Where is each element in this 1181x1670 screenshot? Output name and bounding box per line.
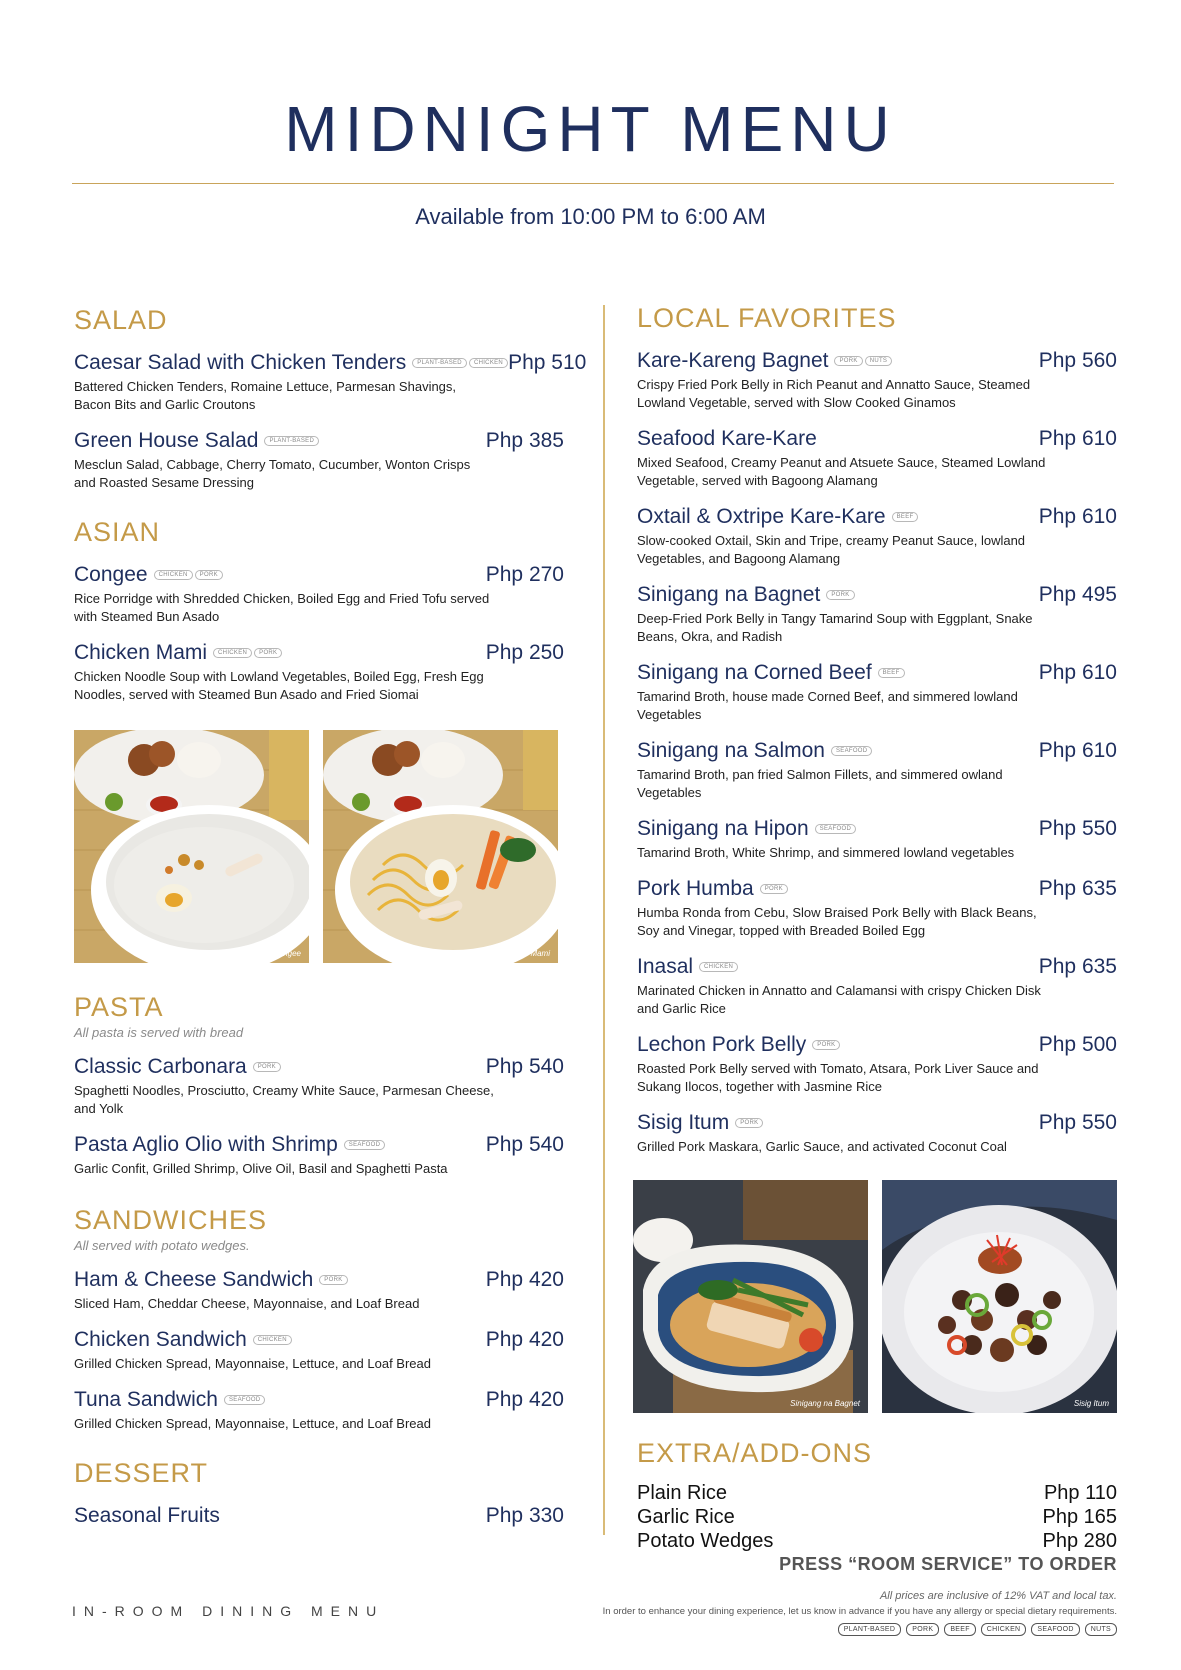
menu-item-name: Sinigang na Salmon (637, 739, 825, 762)
dietary-tags (213, 648, 282, 658)
menu-item-price: Php 495 (1038, 583, 1117, 606)
allergy-note: In order to enhance your dining experience, let us know in advance if you have any allergy or special dietary requirements. (602, 1606, 1117, 1617)
sinigang-illustration (633, 1180, 868, 1413)
menu-item-price: Php 610 (1038, 505, 1117, 528)
menu-item-title (74, 640, 282, 665)
dietary-tags (253, 1062, 281, 1072)
menu-item (637, 1032, 1117, 1096)
menu-item-description: Tamarind Broth, pan fried Salmon Fillets, and simmered owland Vegetables (637, 767, 1003, 800)
dietary-tags (264, 436, 319, 446)
menu-item-price: Php 270 (485, 563, 564, 586)
menu-item-price: Php 540 (485, 1055, 564, 1078)
menu-item-header (637, 504, 1117, 529)
menu-item-name: Green House Salad (74, 429, 259, 452)
menu-item-description: Roasted Pork Belly served with Tomato, Atsara, Pork Liver Sauce and Sukang Ilocos, together with Jasmine Rice (637, 1061, 1039, 1094)
menu-item-header (637, 876, 1117, 901)
chicken-mami-illustration (323, 730, 558, 963)
plant-based-icon: PLANT-BASED (412, 358, 467, 368)
asian-photos (74, 730, 564, 963)
menu-item-title (74, 1503, 220, 1528)
menu-item-price: Php 250 (485, 641, 564, 664)
legend-beef-icon: BEEF (944, 1623, 975, 1636)
legend-chicken-icon: CHICKEN (981, 1623, 1027, 1636)
menu-item (637, 876, 1117, 940)
section-asian (74, 516, 564, 963)
item-list (74, 1503, 564, 1528)
seafood-icon: SEAFOOD (831, 746, 872, 756)
section-extras (637, 1437, 1117, 1553)
sisig-illustration (882, 1180, 1117, 1413)
section-title: SALAD (74, 305, 168, 335)
menu-item-description: Grilled Pork Maskara, Garlic Sauce, and activated Coconut Coal (637, 1139, 1007, 1154)
section-note: All pasta is served with bread (74, 1025, 244, 1040)
dietary-tags (892, 512, 919, 522)
menu-item-header (637, 738, 1117, 763)
menu-item-title (74, 1387, 265, 1412)
menu-item-price: Php 550 (1038, 1111, 1117, 1134)
pork-icon: PORK (253, 1062, 281, 1072)
addon-row (637, 1529, 1117, 1553)
menu-item-price: Php 540 (485, 1133, 564, 1156)
menu-item-name: Sinigang na Bagnet (637, 583, 821, 606)
menu-item (637, 816, 1117, 862)
addon-list (637, 1481, 1117, 1553)
menu-item-title (74, 1054, 281, 1079)
menu-item (74, 1327, 564, 1373)
menu-item-title (74, 1132, 385, 1157)
menu-item-name: Kare-Kareng Bagnet (637, 349, 829, 372)
dietary-tags (412, 358, 508, 368)
menu-item-name: Inasal (637, 955, 694, 978)
dietary-tags (812, 1040, 840, 1050)
dietary-tags (699, 962, 738, 972)
menu-item-name: Caesar Salad with Chicken Tenders (74, 351, 407, 374)
menu-item-name: Tuna Sandwich (74, 1388, 218, 1411)
menu-item-header (637, 816, 1117, 841)
chicken-icon: CHICKEN (154, 570, 193, 580)
menu-item-title (637, 660, 905, 685)
menu-item-name: Congee (74, 563, 148, 586)
legend-seafood-icon: SEAFOOD (1031, 1623, 1079, 1636)
menu-item (637, 582, 1117, 646)
section-salad (74, 304, 587, 492)
menu-item-title (637, 876, 788, 901)
dietary-legend (838, 1623, 1117, 1636)
menu-item (637, 1110, 1117, 1156)
menu-item-title (74, 562, 223, 587)
photo-caption: Chicken Mami (499, 949, 550, 958)
availability-subtitle: Available from 10:00 PM to 6:00 AM (415, 204, 766, 229)
dietary-tags (154, 570, 223, 580)
local-photos (633, 1180, 1117, 1413)
chicken-icon: CHICKEN (699, 962, 738, 972)
menu-item (637, 954, 1117, 1018)
addon-name: Plain Rice (637, 1482, 728, 1504)
menu-item (74, 428, 564, 492)
menu-item-price: Php 610 (1038, 739, 1117, 762)
menu-item-price: Php 420 (485, 1268, 564, 1291)
menu-item-name: Pasta Aglio Olio with Shrimp (74, 1133, 338, 1156)
menu-item-header (74, 562, 564, 587)
menu-item-header (637, 426, 1117, 451)
legend-plant-based-icon: PLANT-BASED (838, 1623, 902, 1636)
menu-item-title (74, 1267, 348, 1292)
menu-item-header (74, 350, 587, 375)
menu-item-header (74, 640, 564, 665)
section-title: PASTA (74, 992, 164, 1022)
seafood-icon: SEAFOOD (344, 1140, 385, 1150)
dietary-tags (224, 1395, 265, 1405)
menu-item-name: Seasonal Fruits (74, 1504, 220, 1527)
menu-item-price: Php 420 (485, 1388, 564, 1411)
in-room-dining-label: IN-ROOM DINING MENU (72, 1603, 385, 1619)
menu-item-name: Pork Humba (637, 877, 754, 900)
photo-caption: Sisig Itum (1073, 1399, 1109, 1408)
beef-icon: BEEF (892, 512, 919, 522)
menu-item-description: Mesclun Salad, Cabbage, Cherry Tomato, Cucumber, Wonton Crisps and Roasted Sesame Dressing (74, 457, 471, 490)
menu-item-description: Crispy Fried Pork Belly in Rich Peanut and Annatto Sauce, Steamed Lowland Vegetable, served with Slow Cooked Ginamos (637, 377, 1031, 410)
menu-item-header (74, 1132, 564, 1157)
menu-item (637, 504, 1117, 568)
menu-item-title (637, 426, 817, 451)
menu-item-title (637, 738, 872, 763)
left-column (74, 304, 587, 1528)
menu-item (74, 350, 587, 414)
section-title: EXTRA/ADD-ONS (637, 1438, 873, 1468)
dietary-tags (834, 356, 892, 366)
menu-item-header (637, 348, 1117, 373)
addon-price: Php 110 (1043, 1482, 1117, 1504)
congee-photo (74, 730, 309, 963)
photo-caption: Sinigang na Bagnet (790, 1399, 860, 1408)
sisig-itum-photo (882, 1180, 1117, 1413)
addon-name: Potato Wedges (637, 1530, 774, 1552)
menu-item-description: Marinated Chicken in Annatto and Calamansi with crispy Chicken Disk and Garlic Rice (637, 983, 1041, 1016)
pork-icon: PORK (834, 356, 862, 366)
section-local-favorites (637, 302, 1117, 1413)
chicken-icon: CHICKEN (213, 648, 252, 658)
menu-item-price: Php 510 (508, 351, 587, 374)
dietary-tags (760, 884, 788, 894)
pork-icon: PORK (735, 1118, 763, 1128)
menu-item-header (637, 1110, 1117, 1135)
menu-item (637, 426, 1117, 490)
menu-item-name: Chicken Sandwich (74, 1328, 247, 1351)
menu-item-description: Tamarind Broth, house made Corned Beef, and simmered lowland Vegetables (637, 689, 1018, 722)
menu-item-title (637, 1032, 840, 1057)
menu-item-description: Humba Ronda from Cebu, Slow Braised Pork Belly with Black Beans, Soy and Vinegar, topped with Breaded Boiled Egg (637, 905, 1037, 938)
right-column (637, 302, 1117, 1553)
photo-caption: Congee (272, 949, 301, 958)
section-title: ASIAN (74, 517, 161, 547)
congee-illustration (74, 730, 309, 963)
pork-icon: PORK (826, 590, 854, 600)
menu-item-description: Battered Chicken Tenders, Romaine Lettuce, Parmesan Shavings, Bacon Bits and Garlic Croutons (74, 379, 457, 412)
menu-item (74, 562, 564, 626)
item-list (74, 350, 587, 492)
menu-item-price: Php 635 (1038, 877, 1117, 900)
menu-item-name: Classic Carbonara (74, 1055, 247, 1078)
pork-icon: PORK (195, 570, 223, 580)
addon-row (637, 1505, 1117, 1529)
menu-item (74, 640, 564, 704)
addon-price: Php 280 (1042, 1530, 1117, 1552)
menu-item-title (637, 504, 918, 529)
pork-icon: PORK (319, 1275, 347, 1285)
menu-item-header (74, 1387, 564, 1412)
menu-item (74, 1503, 564, 1528)
menu-item-description: Rice Porridge with Shredded Chicken, Boiled Egg and Fried Tofu served with Steamed Bun Asado (74, 591, 490, 624)
legend-pork-icon: PORK (906, 1623, 939, 1636)
beef-icon: BEEF (878, 668, 905, 678)
menu-item-name: Sinigang na Corned Beef (637, 661, 872, 684)
section-title: DESSERT (74, 1458, 209, 1488)
menu-item (637, 738, 1117, 802)
menu-item (637, 660, 1117, 724)
menu-item-price: Php 560 (1038, 349, 1117, 372)
menu-item (74, 1132, 564, 1178)
menu-item (74, 1054, 564, 1118)
dietary-tags (878, 668, 905, 678)
menu-item-price: Php 610 (1038, 427, 1117, 450)
pork-icon: PORK (812, 1040, 840, 1050)
menu-item-description: Grilled Chicken Spread, Mayonnaise, Lettuce, and Loaf Bread (74, 1416, 431, 1431)
pork-icon: PORK (254, 648, 282, 658)
menu-item-title (74, 1327, 292, 1352)
dietary-tags (735, 1118, 763, 1128)
menu-item-header (74, 1503, 564, 1528)
menu-item-header (637, 582, 1117, 607)
menu-item-header (74, 428, 564, 453)
menu-item-name: Ham & Cheese Sandwich (74, 1268, 314, 1291)
section-title: LOCAL FAVORITES (637, 303, 897, 333)
chicken-mami-photo (323, 730, 558, 963)
menu-item (74, 1387, 564, 1433)
addon-price: Php 165 (1042, 1506, 1117, 1528)
title-divider (72, 183, 1114, 184)
item-list (74, 1054, 564, 1178)
menu-item-name: Chicken Mami (74, 641, 208, 664)
menu-item-title (637, 816, 856, 841)
item-list (74, 1267, 564, 1433)
press-room-service-note: PRESS “ROOM SERVICE” TO ORDER (779, 1554, 1117, 1574)
plant-based-icon: PLANT-BASED (264, 436, 319, 446)
dietary-tags (831, 746, 872, 756)
chicken-icon: CHICKEN (469, 358, 508, 368)
menu-item-title (74, 428, 319, 453)
menu-item-title (637, 582, 855, 607)
menu-item-price: Php 635 (1038, 955, 1117, 978)
menu-item-description: Slow-cooked Oxtail, Skin and Tripe, creamy Peanut Sauce, lowland Vegetables, and Bagoong Alamang (637, 533, 1026, 566)
section-pasta (74, 991, 564, 1178)
nuts-icon: NUTS (865, 356, 893, 366)
menu-item-price: Php 550 (1038, 817, 1117, 840)
menu-item-title (637, 1110, 763, 1135)
menu-item-price: Php 610 (1038, 661, 1117, 684)
menu-item-header (637, 954, 1117, 979)
dietary-tags (815, 824, 856, 834)
menu-item-title (74, 350, 508, 375)
menu-item-name: Seafood Kare-Kare (637, 427, 817, 450)
menu-item-description: Sliced Ham, Cheddar Cheese, Mayonnaise, and Loaf Bread (74, 1296, 420, 1311)
menu-item-description: Tamarind Broth, White Shrimp, and simmered lowland vegetables (637, 845, 1015, 860)
menu-item-name: Lechon Pork Belly (637, 1033, 807, 1056)
addon-name: Garlic Rice (637, 1506, 735, 1528)
menu-item-price: Php 420 (485, 1328, 564, 1351)
menu-item (74, 1267, 564, 1313)
menu-item-title (637, 954, 738, 979)
dietary-tags (344, 1140, 385, 1150)
menu-item-price: Php 500 (1038, 1033, 1117, 1056)
menu-item-description: Mixed Seafood, Creamy Peanut and Atsuete Sauce, Steamed Lowland Vegetable, served with Bagoong Alamang (637, 455, 1046, 488)
menu-item-description: Garlic Confit, Grilled Shrimp, Olive Oil, Basil and Spaghetti Pasta (74, 1161, 448, 1176)
item-list (74, 562, 564, 704)
menu-item-header (74, 1267, 564, 1292)
menu-item-price: Php 385 (485, 429, 564, 452)
menu-item-header (637, 1032, 1117, 1057)
seafood-icon: SEAFOOD (224, 1395, 265, 1405)
menu-item-description: Chicken Noodle Soup with Lowland Vegetables, Boiled Egg, Fresh Egg Noodles, served with Steamed Bun Asado and Fried Siomai (74, 669, 484, 702)
section-sandwiches (74, 1204, 564, 1433)
sinigang-na-bagnet-photo (633, 1180, 868, 1413)
menu-item-description: Spaghetti Noodles, Prosciutto, Creamy White Sauce, Parmesan Cheese, and Yolk (74, 1083, 494, 1116)
legend-nuts-icon: NUTS (1085, 1623, 1117, 1636)
item-list (637, 348, 1117, 1156)
menu-item-header (74, 1054, 564, 1079)
menu-item-title (637, 348, 892, 373)
menu-item-description: Deep-Fried Pork Belly in Tangy Tamarind Soup with Eggplant, Snake Beans, Okra, and Radish (637, 611, 1033, 644)
menu-title: MIDNIGHT MENU (284, 93, 897, 165)
menu-item-description: Grilled Chicken Spread, Mayonnaise, Lettuce, and Loaf Bread (74, 1356, 431, 1371)
section-dessert (74, 1457, 564, 1528)
section-note: All served with potato wedges. (74, 1238, 250, 1253)
addon-row (637, 1481, 1117, 1505)
menu-item-header (74, 1327, 564, 1352)
menu-item-name: Sinigang na Hipon (637, 817, 809, 840)
section-title: SANDWICHES (74, 1205, 268, 1235)
dietary-tags (319, 1275, 347, 1285)
price-note: All prices are inclusive of 12% VAT and local tax. (879, 1590, 1117, 1602)
menu-item-price: Php 330 (485, 1504, 564, 1527)
dietary-tags (826, 590, 854, 600)
dietary-tags (253, 1335, 292, 1345)
menu-item-name: Oxtail & Oxtripe Kare-Kare (637, 505, 886, 528)
seafood-icon: SEAFOOD (815, 824, 856, 834)
chicken-icon: CHICKEN (253, 1335, 292, 1345)
menu-item-header (637, 660, 1117, 685)
pork-icon: PORK (760, 884, 788, 894)
column-divider (603, 305, 605, 1535)
menu-item-name: Sisig Itum (637, 1111, 730, 1134)
menu-item (637, 348, 1117, 412)
